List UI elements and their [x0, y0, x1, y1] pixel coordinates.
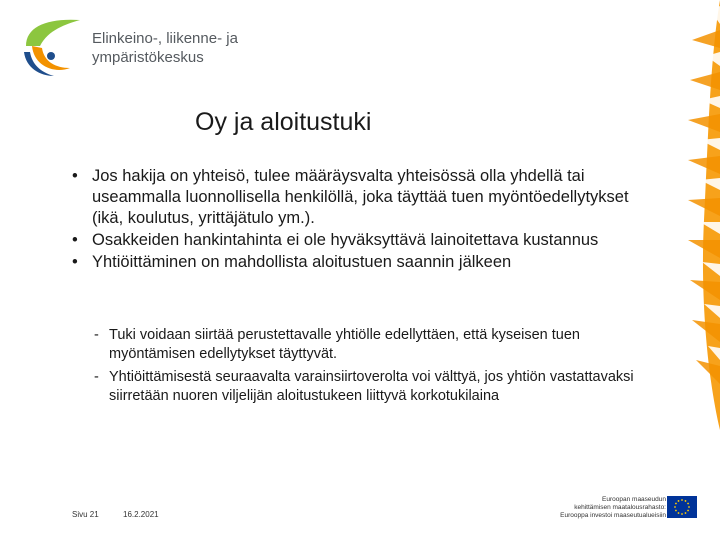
bullet-text: Jos hakija on yhteisö, tulee määräysvalta yhteisössä olla yhdellä tai useammalla luonnollisella henkilöllä, joka täyttää tuen myöntöedellytykset (ikä, koulutus, yrittäjätulo ym.).	[92, 167, 629, 227]
eu-star-icon	[688, 506, 690, 508]
sub-bullet-marker: -	[94, 327, 99, 343]
bullet-item	[72, 230, 644, 251]
eu-star-icon	[675, 510, 677, 512]
eu-star-icon	[687, 510, 689, 512]
eu-star-icon	[681, 513, 683, 515]
bullet-text: Yhtiöittäminen on mahdollista aloitustuen saannin jälkeen	[92, 253, 512, 271]
footer-date: 16.2.2021	[123, 510, 159, 519]
eu-text-line: Euroopan maaseudun	[602, 496, 666, 503]
sub-bullet-item	[94, 326, 654, 364]
eu-star-icon	[685, 512, 687, 514]
bullet-list	[72, 166, 644, 274]
organization-name	[92, 29, 238, 67]
eu-funding-text	[540, 496, 666, 520]
sub-bullet-item	[94, 368, 654, 406]
eu-star-icon	[685, 500, 687, 502]
bullet-item	[72, 166, 644, 229]
bullet-text: Osakkeiden hankintahinta ei ole hyväksyttävä lainoitettava kustannus	[92, 231, 599, 249]
decorative-ornament	[680, 0, 720, 430]
slide-title: Oy ja aloitustuki	[195, 108, 372, 136]
sub-bullet-text: Yhtiöittämisestä seuraavalta varainsiirtoverolta voi välttyä, jos yhtiön vastattavaksi siirretään nuoren viljelijän aloitustukeen liittyvä korkotukilaina	[109, 369, 634, 404]
eu-star-icon	[678, 500, 680, 502]
logo-green-leaf	[26, 20, 80, 46]
bullet-item	[72, 252, 644, 273]
eu-star-icon	[681, 499, 683, 501]
eu-text-line: kehittämisen maatalousrahasto:	[574, 504, 666, 511]
org-name-line2: ympäristökeskus	[92, 49, 204, 66]
eu-text-line: Eurooppa investoi maaseutualueisiin	[560, 512, 666, 519]
bullet-marker: •	[72, 253, 78, 271]
org-name-line1: Elinkeino-, liikenne- ja	[92, 30, 238, 47]
eu-star-icon	[678, 512, 680, 514]
sub-bullet-list	[94, 326, 654, 410]
sub-bullet-marker: -	[94, 369, 99, 385]
eu-star-icon	[674, 506, 676, 508]
ely-logo	[18, 16, 82, 78]
eu-star-icon	[675, 503, 677, 505]
sub-bullet-text: Tuki voidaan siirtää perustettavalle yhtiölle edellyttäen, että kyseisen tuen myöntämisen edellytykset täyttyvät.	[109, 327, 580, 362]
bullet-marker: •	[72, 167, 78, 185]
eu-flag-icon	[667, 496, 697, 518]
logo-blue-dot	[47, 52, 55, 60]
eu-star-icon	[687, 503, 689, 505]
page-number: Sivu 21	[72, 510, 99, 519]
bullet-marker: •	[72, 231, 78, 249]
